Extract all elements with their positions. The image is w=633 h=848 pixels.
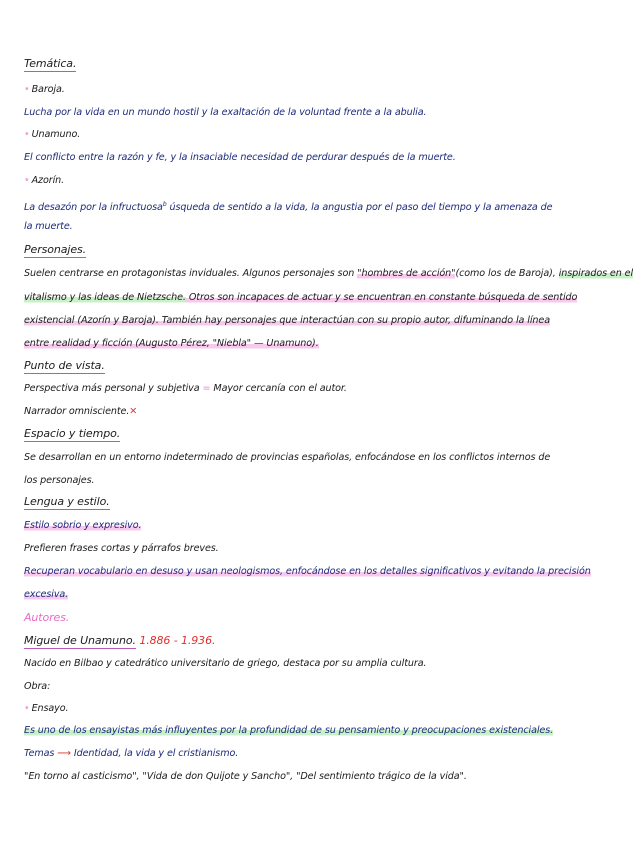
unamuno-text: El conflicto entre la razón y fe, y la insaciable necesidad de perdurar después de la muerte. <box>24 152 456 163</box>
autor-name: Miguel de Unamuno. <box>24 634 136 647</box>
bullet-dot-icon: • <box>24 129 30 140</box>
equals-icon: = <box>202 383 211 394</box>
bullet-dot-icon: • <box>24 84 30 95</box>
personajes-l2b: Otros son incapaces de actuar y se encuentran en constante búsqueda de sentido <box>185 292 578 303</box>
azorin-label: Azorín. <box>31 175 65 186</box>
bullet-dot-icon: • <box>24 703 30 714</box>
espacio-title: Espacio y tiempo. <box>24 427 121 440</box>
baroja-label-line <box>24 84 65 96</box>
azorin-text-1a: La desazón por la infructuosa <box>24 202 163 214</box>
tematica-title: Temática. <box>24 57 77 70</box>
punto-heading <box>24 360 105 372</box>
autores-heading: Autores. <box>24 611 70 624</box>
personajes-l1b: "hombres de acción" <box>357 268 456 279</box>
lengua-l3: Recuperan vocabulario en desuso y usan neologismos, enfocándose en los detalles significativos y evitando la precisión <box>24 566 591 577</box>
lengua-line-2: Prefieren frases cortas y párrafos breves. <box>24 543 219 554</box>
punto-l1b: Mayor cercanía con el autor. <box>213 383 347 394</box>
espacio-line-2: los personajes. <box>24 475 95 486</box>
punto-line-1 <box>24 383 347 395</box>
cross-icon: ✕ <box>129 406 138 417</box>
obra-label: Obra: <box>24 681 51 692</box>
personajes-line-3 <box>24 315 550 327</box>
personajes-l1c: (como los de Baroja), <box>455 268 559 279</box>
ensayo-text-line <box>24 725 553 737</box>
tematica-heading <box>24 58 76 70</box>
arrow-right-icon: ⟶ <box>57 748 71 759</box>
lengua-l4: excesiva. <box>24 589 69 600</box>
lengua-heading <box>24 496 110 508</box>
temas-text: Identidad, la vida y el cristianismo. <box>73 748 239 759</box>
lengua-line-4 <box>24 589 68 601</box>
personajes-l3: existencial (Azorín y Baroja). También hay personajes que interactúan con su propio autor, difuminando la línea <box>24 315 550 326</box>
azorin-label-line <box>24 175 64 187</box>
lengua-title: Lengua y estilo. <box>24 495 110 508</box>
unamuno-label: Unamuno. <box>31 129 81 140</box>
personajes-line-2 <box>24 292 577 304</box>
espacio-heading <box>24 428 120 440</box>
lengua-line-1 <box>24 520 141 532</box>
ensayo-text: Es uno de los ensayistas más influyentes por la profundidad de su pensamiento y preocupaciones existenciales. <box>24 725 554 736</box>
autor-dates: 1.886 - 1.936. <box>139 634 216 647</box>
azorin-text-line-2: la muerte. <box>24 221 73 232</box>
punto-l1a: Perspectiva más personal y subjetiva <box>24 383 200 394</box>
punto-line-2 <box>24 406 137 418</box>
personajes-l2a: vitalismo y las ideas de Nietzsche. <box>24 292 186 303</box>
personajes-title: Personajes. <box>24 243 87 256</box>
bullet-dot-icon: • <box>24 175 30 186</box>
autor-bio: Nacido en Bilbao y catedrático universitario de griego, destaca por su amplia cultura. <box>24 658 427 669</box>
punto-title: Punto de vista. <box>24 359 105 372</box>
baroja-label: Baroja. <box>31 84 65 95</box>
baroja-text: Lucha por la vida en un mundo hostil y la exaltación de la voluntad frente a la abulia. <box>24 107 427 118</box>
temas-label: Temas <box>24 748 55 759</box>
azorin-text-1b: úsqueda de sentido a la vida, la angustia por el paso del tiempo y la amenaza de <box>169 202 553 214</box>
personajes-line-4 <box>24 338 319 350</box>
lengua-line-3 <box>24 566 591 578</box>
autor-name-line <box>24 635 215 647</box>
lengua-l1: Estilo sobrio y expresivo. <box>24 520 142 531</box>
unamuno-label-line <box>24 129 80 141</box>
punto-l2: Narrador omnisciente. <box>24 406 130 417</box>
ensayo-label-line <box>24 703 68 715</box>
temas-line <box>24 748 238 760</box>
ensayo-label: Ensayo. <box>31 703 69 714</box>
personajes-line-1 <box>24 268 633 280</box>
espacio-line-1: Se desarrollan en un entorno indeterminado de provincias españolas, enfocándose en los conflictos internos de <box>24 452 551 463</box>
personajes-heading <box>24 244 86 256</box>
works-line: "En torno al casticismo", "Vida de don Quijote y Sancho", "Del sentimiento trágico de la vida". <box>24 771 467 782</box>
azorin-text-line-1 <box>24 199 552 214</box>
personajes-l1d: inspirados en el <box>558 268 633 279</box>
personajes-l1a: Suelen centrarse en protagonistas inviduales. Algunos personajes son <box>24 268 358 279</box>
azorin-superscript: b <box>162 201 167 208</box>
personajes-l4: entre realidad y ficción (Augusto Pérez, "Niebla" — Unamuno). <box>24 338 319 349</box>
